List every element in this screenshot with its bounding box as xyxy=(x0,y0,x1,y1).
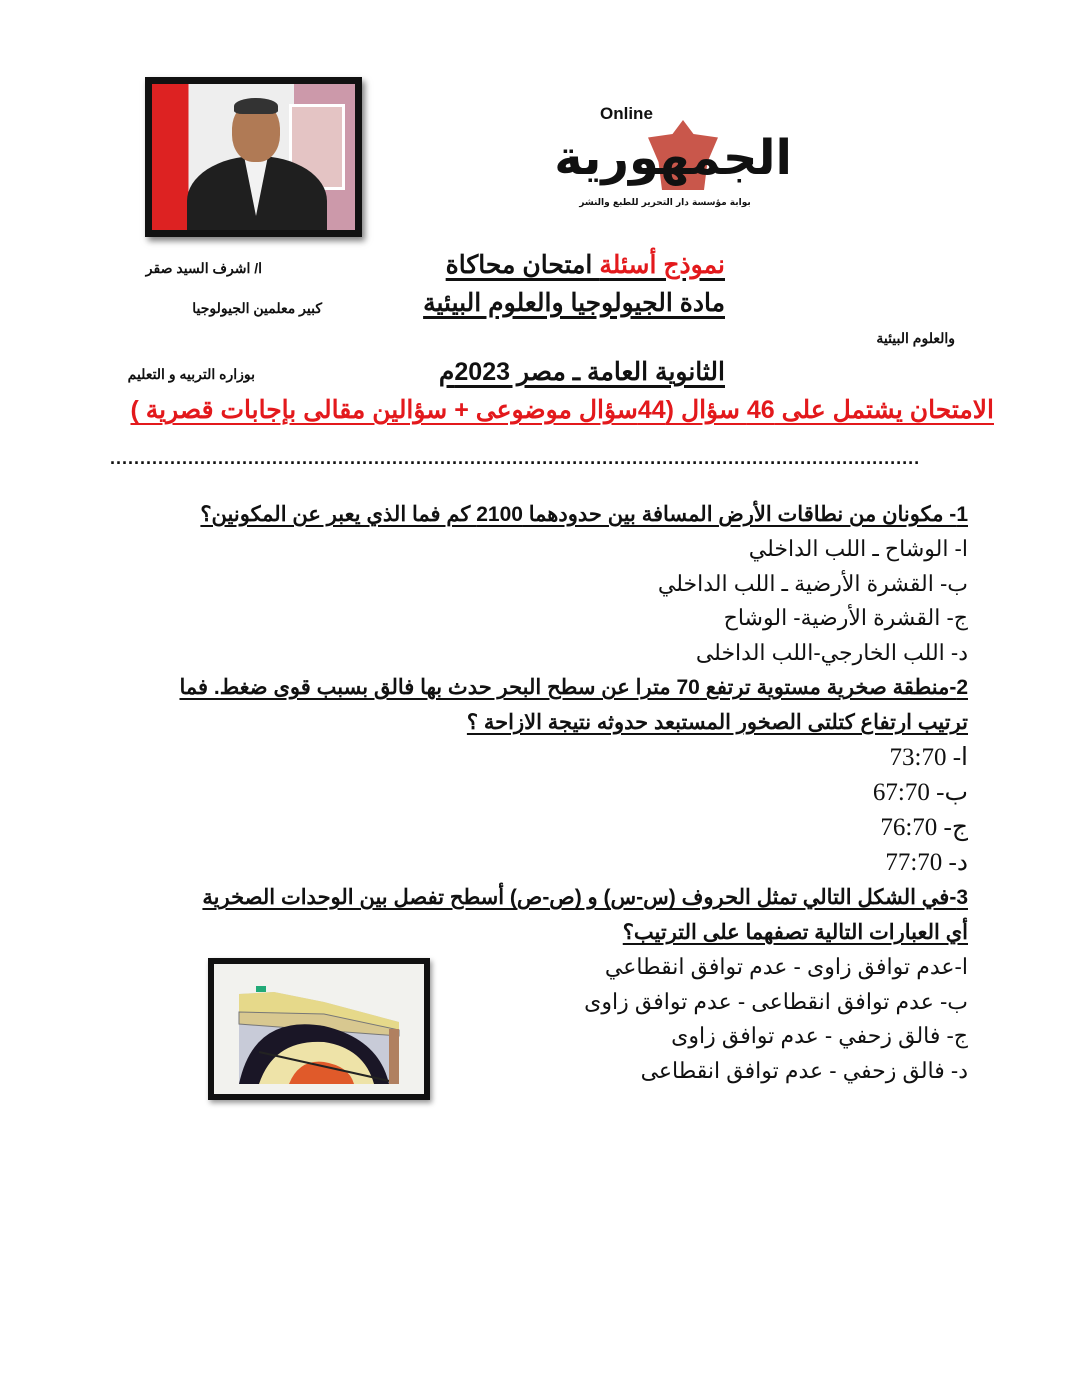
title-black-part: امتحان محاكاة xyxy=(445,251,600,279)
option-a[interactable]: ا- الوشاح ـ اللب الداخلي xyxy=(748,536,968,561)
option-c[interactable]: ج- فالق زحفي - عدم توافق زاوى xyxy=(671,1023,968,1048)
exam-notice: الامتحان يشتمل على 46 سؤال (44سؤال موضوعى + سؤالين مقالى بإجابات قصرية ) xyxy=(130,396,994,424)
author-photo xyxy=(145,77,362,237)
option-a[interactable]: ا- 73:70 xyxy=(889,744,968,771)
option-c[interactable]: ج- 76:70 xyxy=(880,814,968,841)
author-ministry: بوزاره التربيه و التعليم xyxy=(127,366,255,382)
author-role: كبير معلمين الجيولوجيا xyxy=(192,300,322,316)
geologic-cross-section-figure xyxy=(208,958,430,1100)
side-note: والعلوم البيئية xyxy=(876,330,955,346)
option-a[interactable]: ا-عدم توافق زاوى - عدم توافق انقطاعي xyxy=(604,954,968,979)
option-c[interactable]: ج- القشرة الأرضية- الوشاح xyxy=(723,605,968,630)
option-b[interactable]: ب- 67:70 xyxy=(872,779,968,806)
title-red-part: نموذج أسئلة xyxy=(599,251,725,279)
question-2 xyxy=(138,670,968,880)
subject-title: مادة الجيولوجيا والعلوم البيئية xyxy=(423,289,725,317)
question-1 xyxy=(138,497,968,670)
question-text: 3-في الشكل التالي تمثل الحروف (س-س) و (ص-ص) أسطح تفصل بين الوحدات الصخرية xyxy=(202,886,968,909)
option-b[interactable]: ب- عدم توافق انقطاعى - عدم توافق زاوى xyxy=(584,988,968,1014)
author-name: ا/ اشرف السيد صقر xyxy=(145,260,262,276)
newspaper-logo xyxy=(530,104,800,216)
logo-online-text: Online xyxy=(600,104,653,123)
dotted-divider: ....................................................................................................................................... xyxy=(110,448,921,468)
option-b[interactable]: ب- القشرة الأرضية ـ اللب الداخلي xyxy=(657,570,968,596)
question-text: 1- مكونان من نطاقات الأرض المسافة بين حدودهما 2100 كم فما الذي يعبر عن المكونين؟ xyxy=(200,503,968,526)
question-text: أي العبارات التالية تصفهما على الترتيب؟ xyxy=(622,921,968,944)
question-text: 2-منطقة صخرية مستوية ترتفع 70 مترا عن سطح البحر حدث بها فالق بسبب قوى ضغط. فما xyxy=(179,676,968,699)
option-d[interactable]: د- اللب الخارجي-اللب الداخلى xyxy=(695,639,968,665)
logo-name: الجمهورية xyxy=(554,130,792,186)
page-title xyxy=(446,250,725,280)
logo-tagline: بوابة مؤسسة دار التحرير للطبع والنشر xyxy=(579,198,751,208)
option-d[interactable]: د- فالق زحفي - عدم توافق انقطاعى xyxy=(640,1057,968,1083)
option-d[interactable]: د- 77:70 xyxy=(885,849,968,876)
year-line: الثانوية العامة ـ مصر 2023م xyxy=(438,358,725,386)
question-text: ترتيب ارتفاع كتلتى الصخور المستبعد حدوثه نتيجة الازاحة ؟ xyxy=(466,711,968,734)
